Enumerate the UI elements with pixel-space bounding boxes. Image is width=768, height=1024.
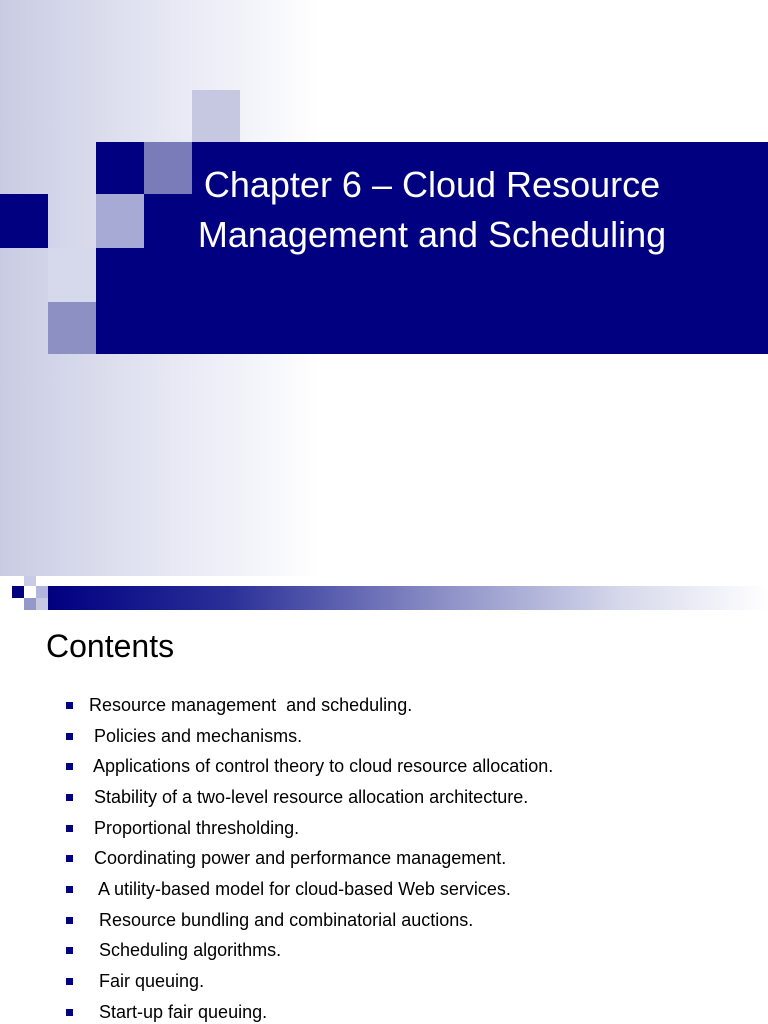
list-item xyxy=(66,997,553,1024)
decor-square xyxy=(48,302,96,354)
decor-square xyxy=(36,586,48,598)
list-item-text: A utility-based model for cloud-based Web services. xyxy=(89,878,511,899)
list-item-text: Stability of a two-level resource allocation architecture. xyxy=(89,786,529,807)
list-item xyxy=(66,721,553,752)
square-bullet-icon xyxy=(66,733,73,740)
list-item-text: Fair queuing. xyxy=(89,971,205,992)
square-bullet-icon xyxy=(66,794,73,801)
decor-square xyxy=(24,598,36,610)
square-bullet-icon xyxy=(66,763,73,770)
slide-title-line2: Management and Scheduling xyxy=(197,214,667,255)
decor-square xyxy=(0,194,48,248)
list-item xyxy=(66,843,553,874)
list-item xyxy=(66,936,553,967)
list-item-text: Proportional thresholding. xyxy=(89,817,300,838)
list-item xyxy=(66,874,553,905)
square-bullet-icon xyxy=(66,702,73,709)
list-item xyxy=(66,966,553,997)
decor-square xyxy=(48,248,96,302)
list-item xyxy=(66,751,553,782)
decor-square xyxy=(12,586,24,598)
slide-header-bar xyxy=(0,576,768,614)
slide-title-line1: Chapter 6 – Cloud Resource xyxy=(203,164,661,205)
list-item xyxy=(66,690,553,721)
list-item xyxy=(66,813,553,844)
square-bullet-icon xyxy=(66,1009,73,1016)
list-item-text: Resource management and scheduling. xyxy=(89,694,413,715)
list-item-text: Scheduling algorithms. xyxy=(89,940,282,961)
list-item xyxy=(66,905,553,936)
list-item-text: Start-up fair queuing. xyxy=(89,1001,268,1022)
contents-heading: Contents xyxy=(46,628,175,664)
decor-square xyxy=(24,576,36,586)
list-item-text: Policies and mechanisms. xyxy=(89,725,303,746)
header-gradient-bar xyxy=(48,586,768,610)
decor-square xyxy=(36,598,48,610)
decor-square xyxy=(192,90,240,142)
list-item-text: Coordinating power and performance management. xyxy=(89,848,507,869)
slide-title xyxy=(96,160,768,260)
square-bullet-icon xyxy=(66,825,73,832)
list-item-text: Applications of control theory to cloud resource allocation. xyxy=(89,756,554,777)
list-item-text: Resource bundling and combinatorial auctions. xyxy=(89,909,474,930)
contents-list xyxy=(66,690,553,1024)
square-bullet-icon xyxy=(66,947,73,954)
square-bullet-icon xyxy=(66,855,73,862)
square-bullet-icon xyxy=(66,978,73,985)
square-bullet-icon xyxy=(66,917,73,924)
square-bullet-icon xyxy=(66,886,73,893)
list-item xyxy=(66,782,553,813)
